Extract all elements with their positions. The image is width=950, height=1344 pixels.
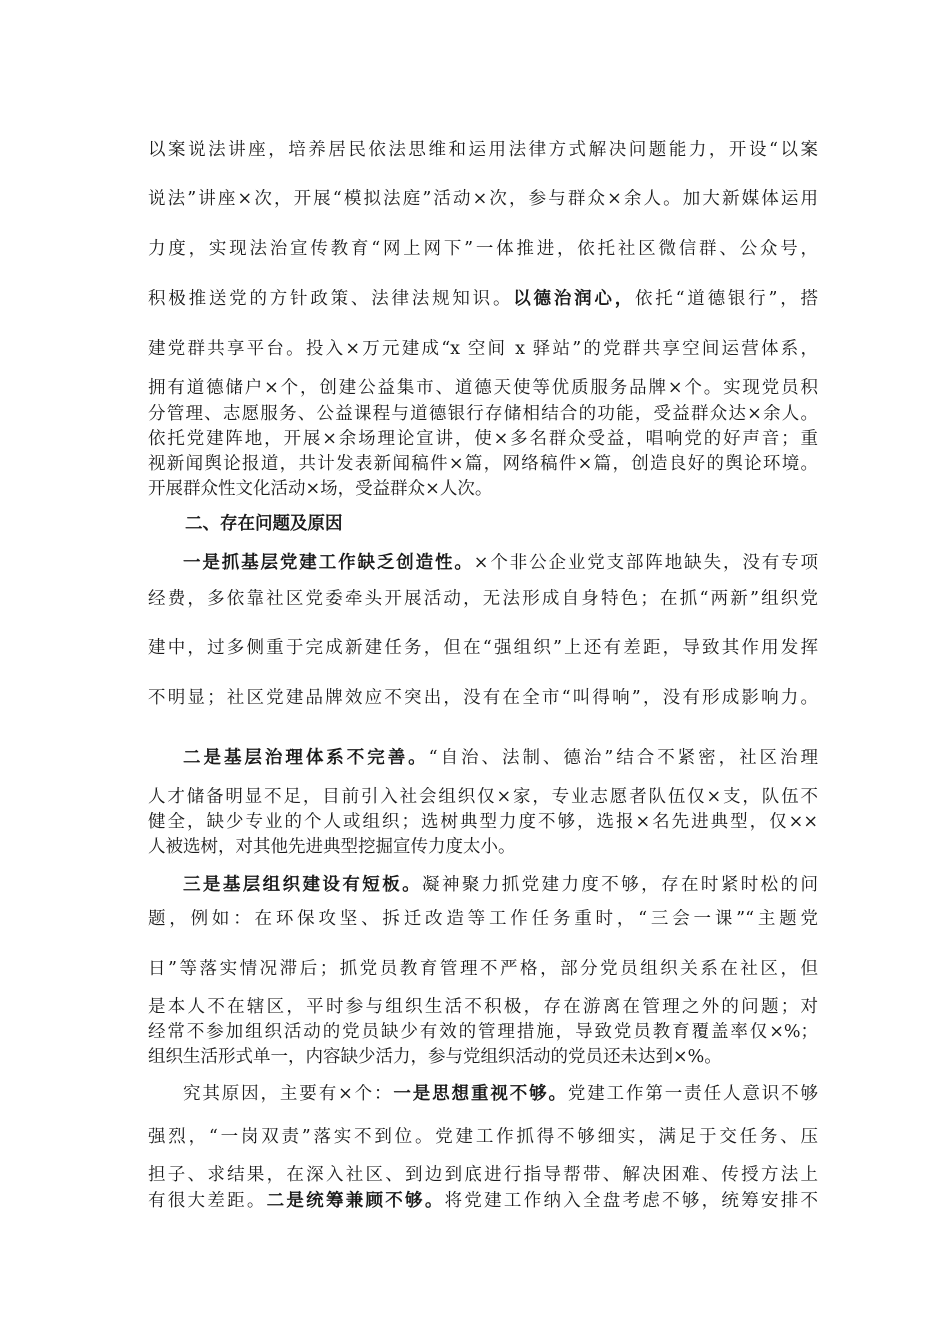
text-run: ×个非公企业党支部阵地缺失，没有专项	[473, 553, 818, 573]
text-line	[148, 1189, 818, 1213]
text-line: 经费，多依靠社区党委牵头开展活动，无法形成自身特色；在抓“两新”组织党	[148, 589, 818, 609]
text-line: 人被选树，对其他先进典型挖掘宣传力度太小。	[148, 837, 516, 857]
text-line: 不明显；社区党建品牌效应不突出，没有在全市“叫得响”，没有形成影响力。	[148, 688, 818, 708]
text-line: 力度，实现法治宣传教育“网上网下”一体推进，依托社区微信群、公众号，	[148, 239, 818, 259]
text-run: 究其原因，主要有×个：	[183, 1084, 394, 1104]
text-line: 以案说法讲座，培养居民依法思维和运用法律方式解决问题能力，开设“以案	[148, 140, 818, 160]
section-heading: 二、存在问题及原因	[185, 514, 343, 534]
text-run: 党建工作第一责任人意识不够	[567, 1084, 818, 1104]
text-line: 建党群共享平台。投入×万元建成“x 空间 x 驿站”的党群共享空间运营体系，	[148, 339, 818, 359]
text-line: 是本人不在辖区，平时参与组织生活不积极，存在游离在管理之外的问题；对	[148, 997, 818, 1017]
text-run: 凝神聚力抓党建力度不够，存在时紧时松的问	[422, 875, 818, 895]
text-line: 依托党建阵地，开展×余场理论宣讲，使×多名群众受益，唱响党的好声音；重	[148, 429, 818, 449]
text-line	[183, 873, 818, 897]
text-run: “自治、法制、德治”结合不紧密，社区治理	[428, 748, 818, 768]
text-line: 开展群众性文化活动×场，受益群众×人次。	[148, 479, 493, 499]
text-line: 担子、求结果，在深入社区、到边到底进行指导帮带、解决困难、传授方法上	[148, 1165, 818, 1185]
text-line: 日”等落实情况滞后；抓党员教育管理不严格，部分党员组织关系在社区，但	[148, 959, 818, 979]
text-line	[183, 1082, 818, 1106]
text-line: 拥有道德储户×个，创建公益集市、道德天使等优质服务品牌×个。实现党员积	[148, 378, 818, 398]
text-line	[183, 746, 818, 770]
bold-phrase: 以德治润心，	[513, 289, 635, 309]
text-line	[148, 287, 818, 311]
text-line: 强烈，“一岗双责”落实不到位。党建工作抓得不够细实，满足于交任务、压	[148, 1127, 818, 1147]
bold-phrase: 三是基层组织建设有短板。	[183, 875, 423, 895]
text-line: 组织生活形式单一，内容缺少活力，参与党组织活动的党员还未达到×%。	[148, 1047, 722, 1067]
text-line: 人才储备明显不足，目前引入社会组织仅×家，专业志愿者队伍仅×支，队伍不	[148, 787, 818, 807]
text-line: 健全，缺少专业的个人或组织；选树典型力度不够，选报×名先进典型，仅××	[148, 812, 818, 832]
text-line: 视新闻舆论报道，共计发表新闻稿件×篇，网络稿件×篇，创造良好的舆论环境。	[148, 454, 818, 474]
text-line: 经常不参加组织活动的党员缺少有效的管理措施，导致党员教育覆盖率仅×%；	[148, 1022, 818, 1042]
text-run: 依托“道德银行”，搭	[634, 289, 818, 309]
text-run: 积极推送党的方针政策、法律法规知识。	[148, 289, 514, 309]
text-line: 建中，过多侧重于完成新建任务，但在“强组织”上还有差距，导致其作用发挥	[148, 638, 818, 658]
text-run: 有很大差距。	[148, 1191, 267, 1211]
bold-phrase: 二是统筹兼顾不够。	[266, 1191, 445, 1211]
bold-phrase: 一是思想重视不够。	[393, 1084, 568, 1104]
bold-phrase: 二是基层治理体系不完善。	[183, 748, 429, 768]
text-run: 将党建工作纳入全盘考虑不够，统筹安排不	[444, 1191, 818, 1211]
text-line: 分管理、志愿服务、公益课程与道德银行存储相结合的功能，受益群众达×余人。	[148, 404, 818, 424]
text-line: 说法”讲座×次，开展“模拟法庭”活动×次，参与群众×余人。加大新媒体运用	[148, 189, 818, 209]
text-line	[183, 551, 818, 575]
text-line: 题，例如：在环保攻坚、拆迁改造等工作任务重时，“三会一课”“主题党	[148, 909, 818, 929]
bold-phrase: 一是抓基层党建工作缺乏创造性。	[183, 553, 474, 573]
